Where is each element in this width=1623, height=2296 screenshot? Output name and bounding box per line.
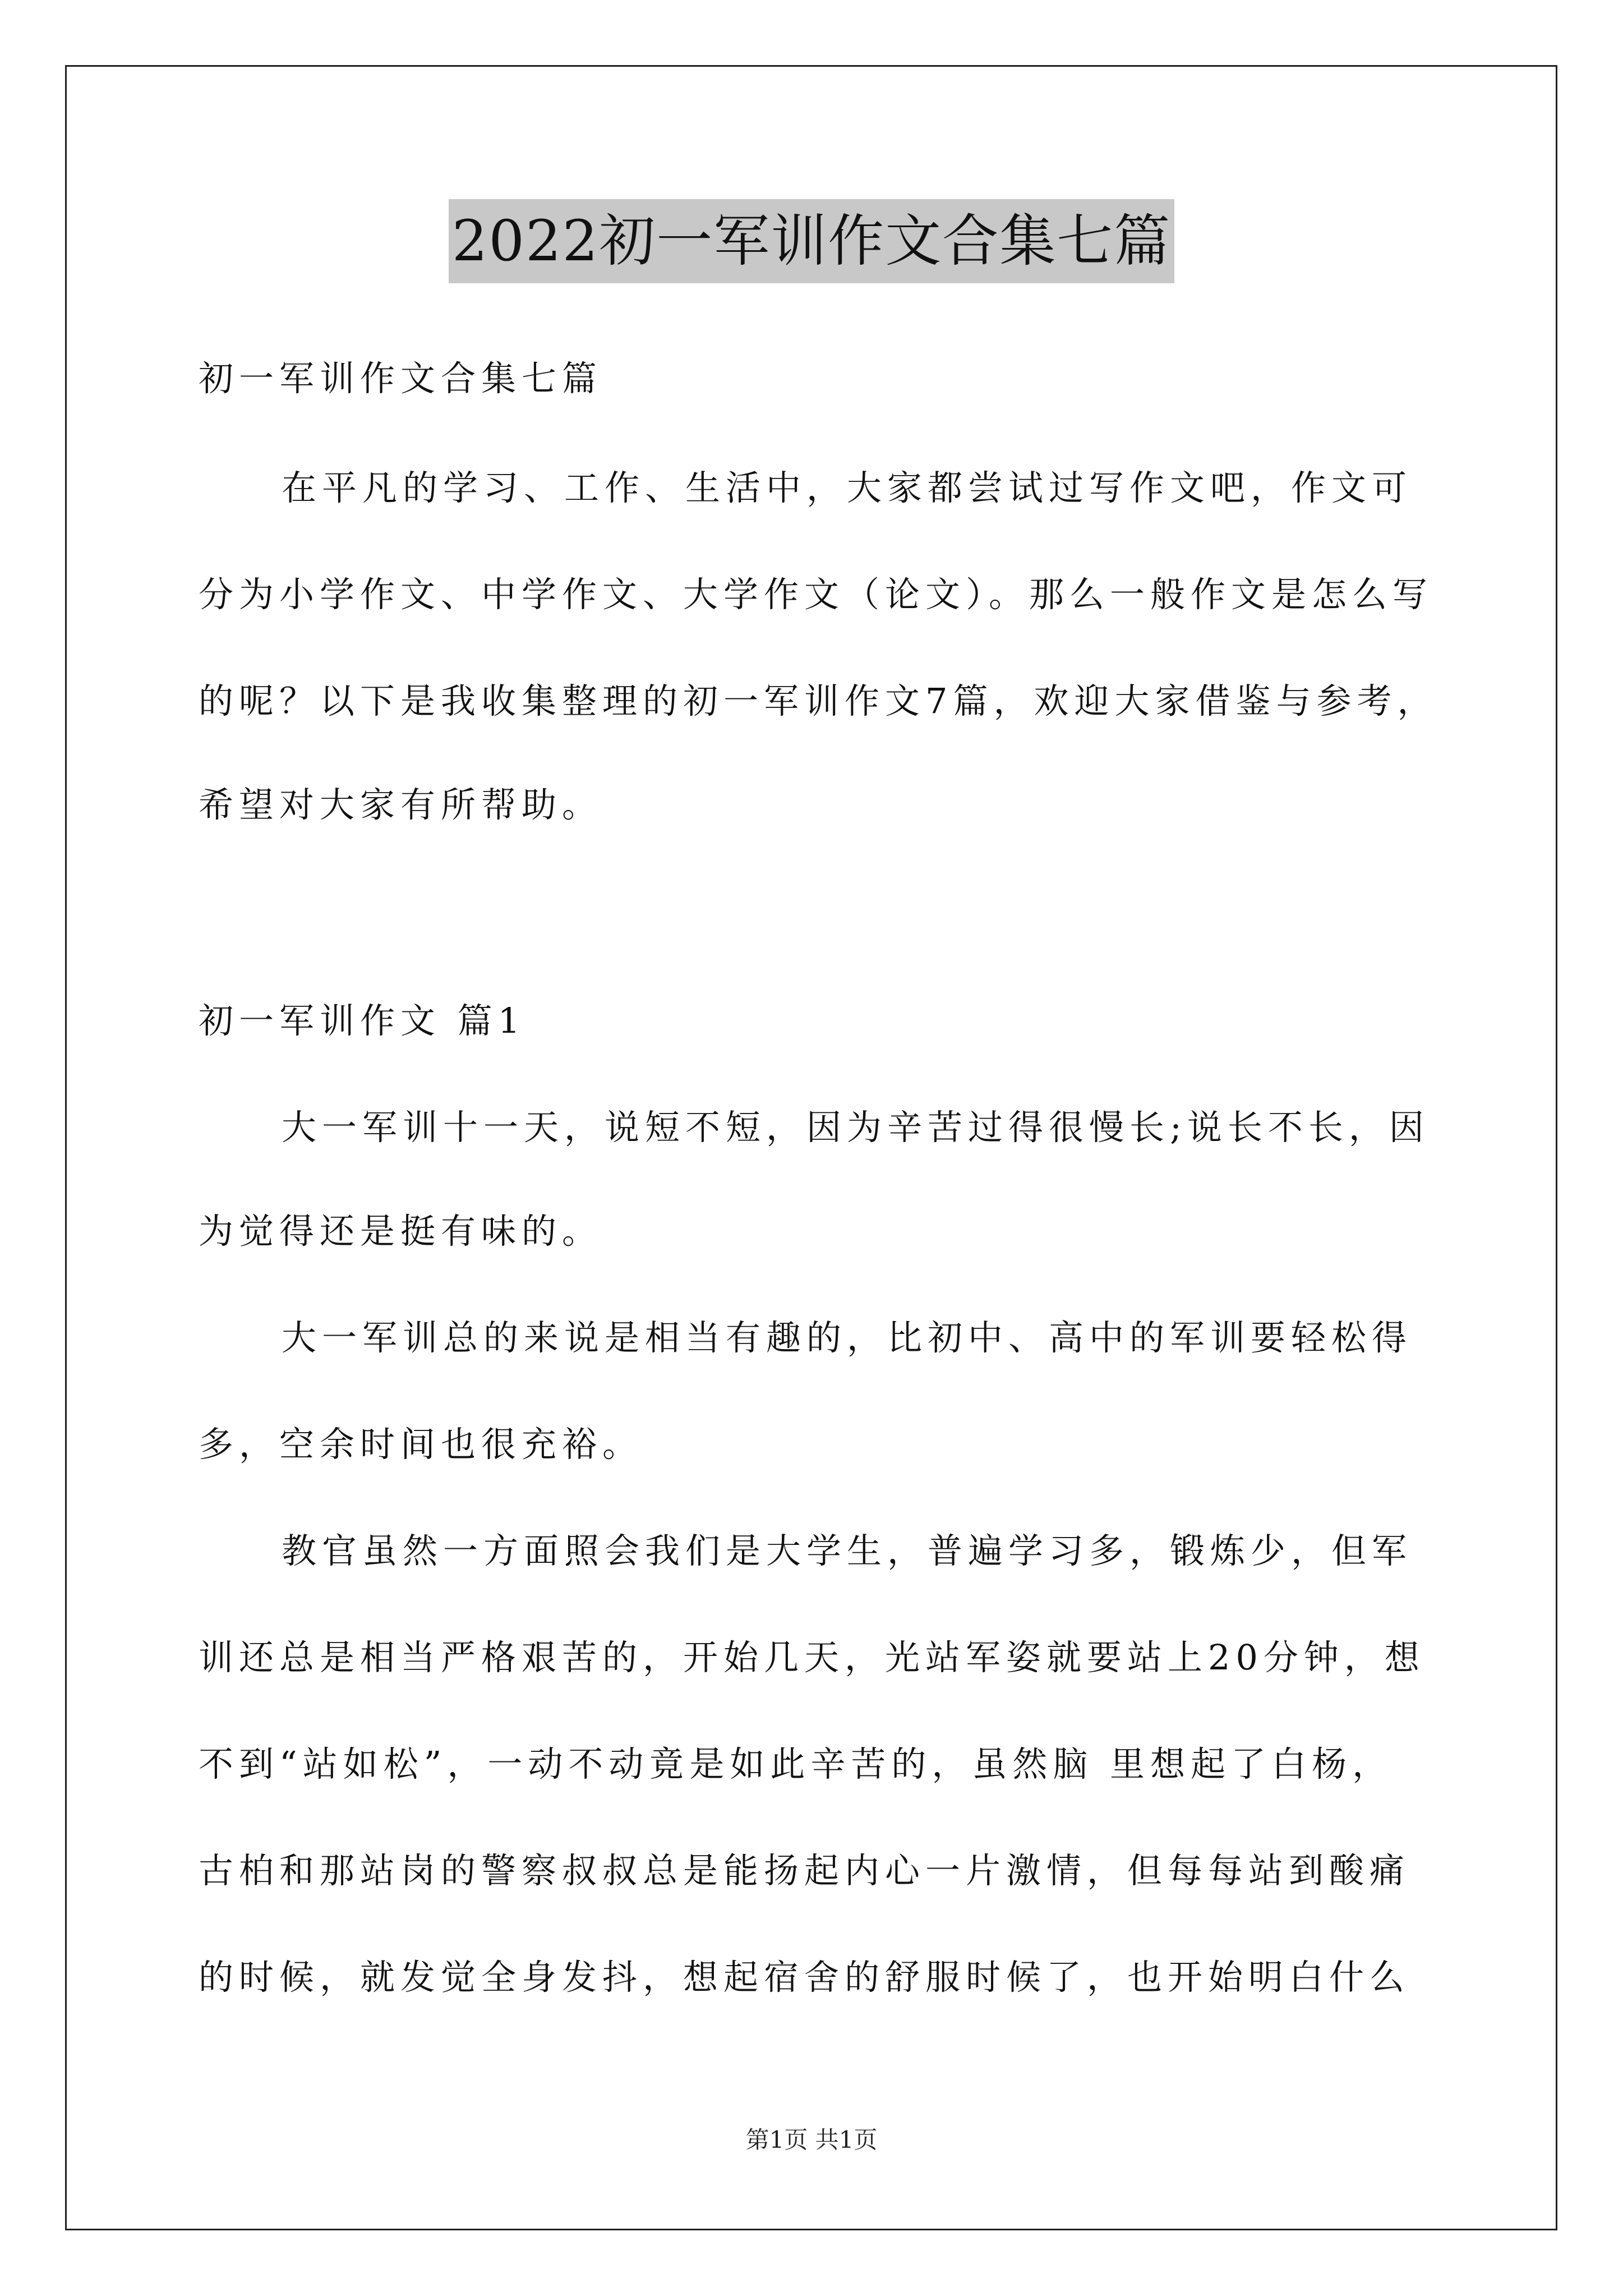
page-number-footer: 第1页 共1页 bbox=[745, 2126, 878, 2154]
paragraph3-line-1: 教官虽然一方面照会我们是大学生，普遍学习多，锻炼少，但军 bbox=[282, 1530, 1413, 1571]
document-title: 2022初一军训作文合集七篇 bbox=[449, 199, 1175, 283]
paragraph1-line-1: 大一军训十一天，说短不短，因为辛苦过得很慢长;说长不长，因 bbox=[282, 1107, 1430, 1148]
intro-line-3: 的呢？以下是我收集整理的初一军训作文7篇，欢迎大家借鉴与参考， bbox=[199, 680, 1438, 721]
intro-line-4: 希望对大家有所帮助。 bbox=[199, 784, 603, 825]
paragraph3-line-4: 古柏和那站岗的警察叔叔总是能扬起内心一片激情，但每每站到酸痛 bbox=[199, 1850, 1410, 1891]
paragraph2-line-1: 大一军训总的来说是相当有趣的，比初中、高中的军训要轻松得 bbox=[282, 1317, 1413, 1358]
intro-line-2: 分为小学作文、中学作文、大学作文（论文）。那么一般作文是怎么写 bbox=[199, 574, 1433, 615]
paragraph1-line-2: 为觉得还是挺有味的。 bbox=[199, 1211, 603, 1251]
paragraph3-line-3: 不到“站如松”，一动不动竟是如此辛苦的，虽然脑 里想起了白杨， bbox=[199, 1743, 1393, 1784]
paragraph2-line-2: 多，空余时间也很充裕。 bbox=[199, 1424, 643, 1465]
paragraph3-line-5: 的时候，就发觉全身发抖，想起宿舍的舒服时候了，也开始明白什么 bbox=[199, 1957, 1410, 1998]
paragraph3-line-2: 训还总是相当严格艰苦的，开始几天，光站军姿就要站上20分钟，想 bbox=[199, 1637, 1425, 1678]
document-subtitle: 初一军训作文合集七篇 bbox=[199, 358, 603, 399]
title-container bbox=[0, 199, 1623, 283]
intro-line-1: 在平凡的学习、工作、生活中，大家都尝试过写作文吧，作文可 bbox=[282, 467, 1413, 508]
section-heading: 初一军训作文 篇1 bbox=[199, 1000, 526, 1041]
